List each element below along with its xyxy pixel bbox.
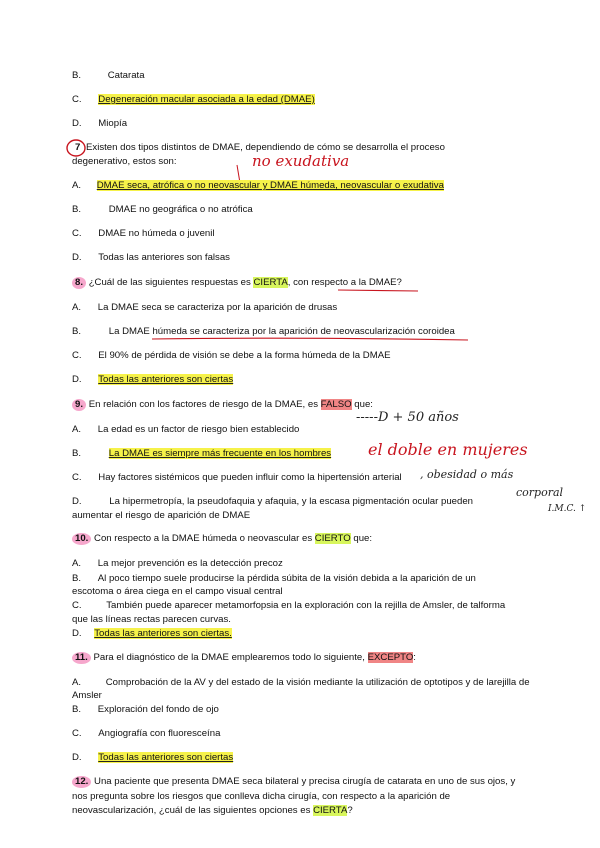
q9-option-d-line2: aumentar el riesgo de aparición de DMAE: [72, 510, 251, 521]
handwritten-note: corporal: [516, 486, 564, 499]
option-text: El 90% de pérdida de visión se debe a la forma húmeda de la DMAE: [98, 350, 391, 361]
option-text: DMAE seca, atrófica o no neovascular y DMAE húmeda, neovascular o exudativa: [96, 180, 444, 191]
option-text: Exploración del fondo de ojo: [97, 704, 219, 715]
question-9: [72, 399, 373, 411]
handwritten-note: no exudativa: [252, 152, 350, 170]
option-text: La DMAE seca se caracteriza por la aparición de drusas: [97, 302, 338, 313]
question-text-end: que:: [353, 533, 373, 544]
option-text: La DMAE húmeda se caracteriza por la aparición de neovascularización coroidea: [108, 326, 455, 337]
q7-option-d: [72, 252, 230, 264]
question-7-line2: degenerativo, estos son:: [72, 156, 177, 167]
handwritten-note: -----D + 50 años: [356, 410, 459, 425]
option-text: Al poco tiempo suele producirse la pérdida súbita de la visión debida a la aparición de un: [97, 573, 476, 584]
option-text: DMAE no geográfica o no atrófica: [108, 204, 253, 215]
q9-option-d-line1: [72, 496, 473, 508]
option-letter: C.: [72, 600, 82, 611]
question-12-line3: [72, 805, 353, 817]
option-letter: B.: [72, 326, 82, 337]
option-text: DMAE no húmeda o juvenil: [98, 228, 215, 239]
question-text: ¿Cuál de las siguientes respuestas es: [88, 277, 251, 288]
question-text-end: :: [413, 652, 416, 663]
option-text: Catarata: [107, 70, 145, 81]
question-number: 7: [75, 142, 81, 153]
option-text: Todas las anteriores son ciertas: [98, 374, 234, 385]
question-number: 8.: [72, 277, 86, 289]
option-letter: A.: [72, 424, 82, 435]
option-letter: A.: [72, 677, 82, 688]
question-number: 12.: [72, 776, 91, 788]
handwritten-note: el doble en mujeres: [368, 440, 528, 459]
q11-option-a-line2: Amsler: [72, 690, 102, 701]
q10-option-c-line2: que las líneas rectas parecen curvas.: [72, 614, 231, 625]
question-text: Para el diagnóstico de la DMAE emplearemos todo lo siguiente,: [93, 652, 365, 663]
q10-option-d: [72, 628, 232, 640]
option-letter: D.: [72, 374, 82, 385]
q11-option-c: [72, 728, 220, 740]
option-letter: C.: [72, 94, 82, 105]
option-letter: D.: [72, 118, 82, 129]
option-letter: B.: [72, 573, 82, 584]
handwritten-note: , obesidad o más: [420, 468, 514, 481]
question-text-end: que:: [354, 399, 373, 410]
q10-option-a: [72, 558, 283, 570]
option-text: Todas las anteriores son falsas: [98, 252, 230, 263]
q11-option-a-line1: [72, 677, 530, 689]
question-text: Existen dos tipos distintos de DMAE, dependiendo de cómo se desarrolla el proceso: [86, 142, 445, 153]
option-d-miopia: [72, 118, 127, 130]
option-b-catarata: [72, 70, 145, 82]
question-text: Con respecto a la DMAE húmeda o neovascular es: [94, 533, 313, 544]
handwritten-note: I.M.C. ↑: [548, 504, 587, 514]
option-text: La hipermetropía, la pseudofaquia y afaquia, y la escasa pigmentación ocular pueden: [109, 496, 474, 507]
question-keyword: CIERTA: [313, 805, 348, 816]
q10-option-c-line1: [72, 600, 505, 612]
question-8: [72, 277, 402, 289]
q9-option-c: [72, 472, 402, 484]
option-text: Miopía: [98, 118, 128, 129]
question-12-line1: [72, 776, 515, 788]
option-letter: D.: [72, 628, 82, 639]
q8-option-b: [72, 326, 455, 338]
option-letter: C.: [72, 350, 82, 361]
option-text: También puede aparecer metamorfopsia en la exploración con la rejilla de Amsler, de talforma: [106, 600, 506, 611]
q8-option-a: [72, 302, 337, 314]
option-letter: C.: [72, 472, 82, 483]
option-text: La DMAE es siempre más frecuente en los hombres: [108, 448, 332, 459]
q10-option-b-line1: [72, 573, 476, 585]
q11-option-d: [72, 752, 233, 764]
option-letter: C.: [72, 228, 82, 239]
option-letter: D.: [72, 496, 82, 507]
q7-option-a: [72, 180, 444, 192]
option-text: Todas las anteriores son ciertas.: [94, 628, 232, 639]
q10-option-b-line2: escotoma o área ciega en el campo visual central: [72, 586, 283, 597]
option-letter: C.: [72, 728, 82, 739]
question-text-end: , con respecto a la DMAE?: [287, 277, 402, 288]
question-text: neovascularización, ¿cuál de las siguientes opciones es: [72, 805, 311, 816]
option-letter: A.: [72, 558, 82, 569]
question-keyword: FALSO: [320, 399, 352, 410]
option-c-dmae: [72, 94, 315, 106]
q11-option-b: [72, 704, 219, 716]
option-text: Angiografía con fluoresceína: [98, 728, 221, 739]
q8-option-c: [72, 350, 391, 362]
question-keyword: CIERTO: [314, 533, 351, 544]
option-text: Comprobación de la AV y del estado de la visión mediante la utilización de optotipos y de larejilla de: [105, 677, 530, 688]
question-text-end: ?: [347, 805, 353, 816]
option-letter: D.: [72, 252, 82, 263]
q8-option-d: [72, 374, 233, 386]
question-number: 9.: [72, 399, 86, 411]
question-text: En relación con los factores de riesgo de la DMAE, es: [88, 399, 318, 410]
option-letter: B.: [72, 70, 82, 81]
option-letter: A.: [72, 302, 82, 313]
question-number: 11.: [72, 652, 91, 664]
q7-option-b: [72, 204, 253, 216]
option-text: Hay factores sistémicos que pueden influir como la hipertensión arterial: [98, 472, 402, 483]
question-text: Una paciente que presenta DMAE seca bilateral y precisa cirugía de catarata en uno de sus ojos, y: [94, 776, 516, 787]
question-number: 10.: [72, 533, 91, 545]
q9-option-b: [72, 448, 331, 460]
option-letter: B.: [72, 704, 82, 715]
option-letter: D.: [72, 752, 82, 763]
question-12-line2: nos pregunta sobre los riesgos que conlleva dicha cirugía, con respecto a la aparición de: [72, 791, 451, 802]
q9-option-a: [72, 424, 299, 436]
question-keyword: CIERTA: [253, 277, 288, 288]
question-11: [72, 652, 416, 664]
option-text: La edad es un factor de riesgo bien establecido: [97, 424, 300, 435]
option-text: Degeneración macular asociada a la edad (DMAE): [98, 94, 315, 105]
option-text: La mejor prevención es la detección precoz: [97, 558, 283, 569]
question-10: [72, 533, 372, 545]
question-keyword: EXCEPTO: [367, 652, 414, 663]
option-letter: B.: [72, 448, 82, 459]
option-letter: A.: [72, 180, 82, 191]
option-text: Todas las anteriores son ciertas: [98, 752, 234, 763]
q7-option-c: [72, 228, 215, 240]
option-letter: B.: [72, 204, 82, 215]
